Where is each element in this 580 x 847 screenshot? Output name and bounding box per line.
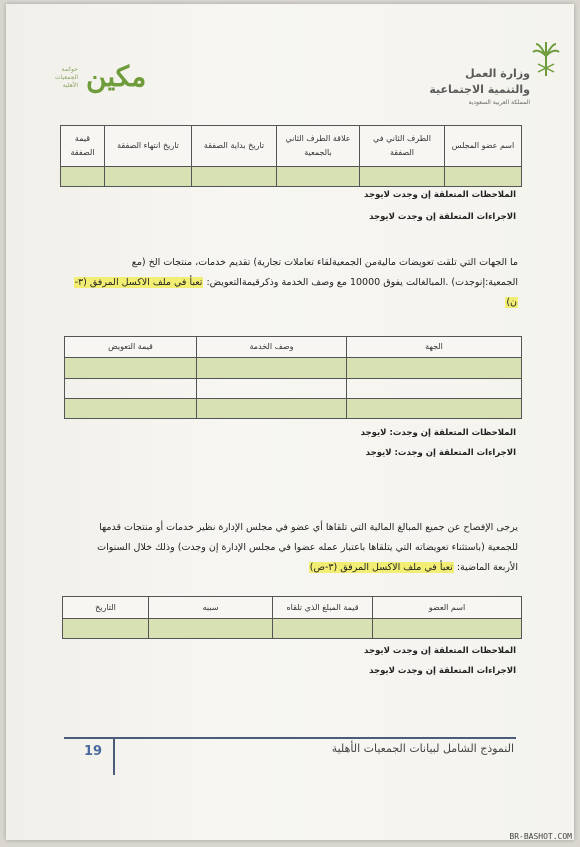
section2-line2 [54,273,518,293]
table-cell [360,167,445,187]
section3-line3 [54,558,518,578]
table-cell [277,167,360,187]
palm-icon [532,42,560,76]
section2-line3 [54,293,518,313]
table-cell [347,358,522,379]
section3-line3-text: الأربعة الماضية: [456,562,518,573]
section3-line1: يرجى الإفصاح عن جميع المبالغ المالية التي تلقاها أي عضو في مجلس الإدارة نظير خدمات أو منتجات قدمها [99,522,518,533]
table-header-cell: علاقة الطرف الثاني بالجمعية [277,126,360,167]
table-cell [445,167,522,187]
table-cell [63,619,149,639]
table-cell [197,399,347,419]
ministry-logo [430,42,560,112]
table-header-cell: قيمة الصفقة [61,126,105,167]
footer-title: النموذج الشامل لبيانات الجمعيات الأهلية [331,742,514,755]
board-deals-table [60,125,522,187]
table-header-cell: اسم عضو المجلس [445,126,522,167]
section2-highlight: تعبأ في ملف الاكسل المرفق (٣- [74,277,203,288]
table-cell [149,619,273,639]
table-cell [61,167,105,187]
ministry-name-line2: والتنمية الاجتماعية [429,83,530,96]
section2-notes: الملاحظات المتعلقة إن وجدت: لايوجد [360,428,516,438]
member-payments-table [62,596,522,639]
table-header-cell: تاريخ بداية الصفقة [192,126,277,167]
table-cell [65,379,197,399]
table-header-cell: سببه [149,597,273,619]
ministry-name-line1: وزارة العمل [465,67,530,80]
section2-line2-text: الجمعية:إنوجدت) .المبالغالت يفوق 10000 مع وصف الخدمة وذكرقيمةالتعويض: [206,277,518,288]
table-cell [65,358,197,379]
section3-question [54,518,518,578]
footer-divider [64,737,516,739]
table-header-cell: قيمة التعويض [65,337,197,358]
table-cell [347,399,522,419]
table-cell [197,379,347,399]
table-header-cell: تاريخ انتهاء الصفقة [105,126,192,167]
section1-notes: الملاحظات المتعلقة إن وجدت لايوجد [364,190,516,200]
compensation-table [64,336,522,419]
document-page [6,4,574,840]
table-cell [273,619,373,639]
ministry-subtitle: المملكة العربية السعودية [468,99,530,106]
footer-vertical-divider [113,737,115,775]
table-header-cell: الطرف الثاني في الصفقة [360,126,445,167]
brand-logo [28,58,147,98]
brand-word: مكين [86,60,147,93]
table-cell [197,358,347,379]
table-cell [105,167,192,187]
section2-line1: ما الجهات التي تلقت تعويضات ماليةمن الجمعيةلقاء تعاملات تجارية) تقديم خدمات، منتجات الخ (مع [131,257,518,268]
section2-question [54,253,518,313]
table-cell [347,379,522,399]
table-header-cell: قيمة المبلغ الذي تلقاه [273,597,373,619]
table-header-cell: وصف الخدمة [197,337,347,358]
section2-actions: الاجراءات المتعلقة إن وجدت: لايوجد [365,448,516,458]
table-header-cell: اسم العضو [373,597,522,619]
section3-highlight: تعبأ في ملف الاكسل المرفق (٣-ص) [309,562,453,573]
table-cell [192,167,277,187]
section1-actions: الاجراءات المتعلقة إن وجدت لايوجد [369,212,516,222]
table-cell [65,399,197,419]
table-cell [373,619,522,639]
brand-tagline: حوكمة الجمعيات الأهلية [54,66,78,89]
section2-highlight-end: ن) [506,297,517,308]
watermark: BR-BASHOT.COM [509,832,572,841]
table-header-cell: التاريخ [63,597,149,619]
section3-line2: للجمعية (باستثناء تعويضاته التي يتلقاها باعتبار عمله عضوا في مجلس الإدارة إن وجدت) وذلك خلال السنوات [97,542,518,553]
section3-actions: الاجراءات المتعلقة إن وجدت لايوجد [369,666,516,676]
page-number: 19 [84,744,103,759]
table-header-cell: الجهة [347,337,522,358]
section3-notes: الملاحظات المتعلقة إن وجدت لايوجد [364,646,516,656]
